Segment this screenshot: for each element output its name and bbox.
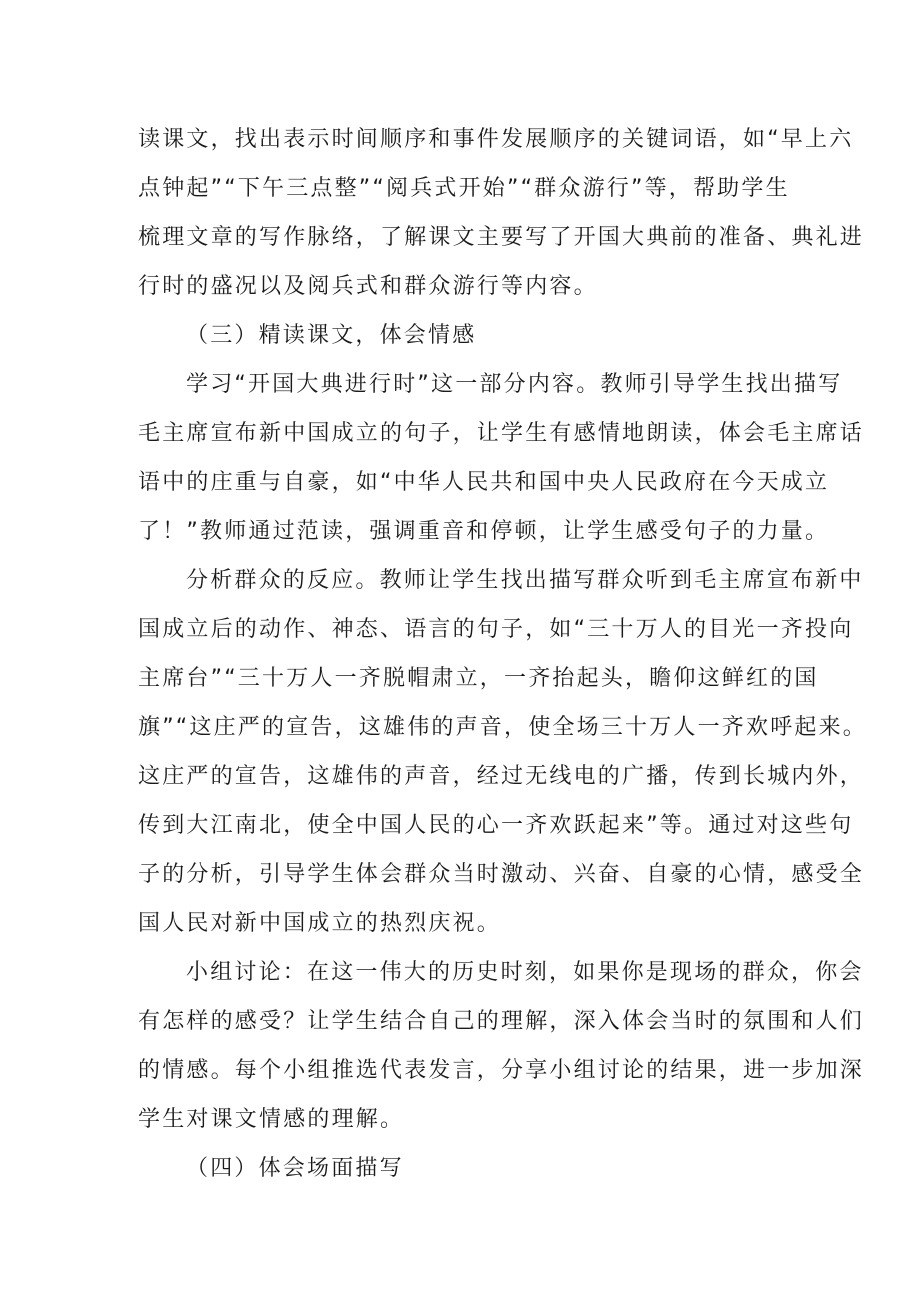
text-line: 这庄严的宣告，这雄伟的声音，经过无线电的广播，传到长城内外， [138, 764, 865, 789]
text-line: 语中的庄重与自豪，如“中华人民共和国中央人民政府在今天成立 [138, 470, 830, 495]
text-line: 子的分析，引导学生体会群众当时激动、兴奋、自豪的心情，感受全 [138, 862, 865, 887]
text-line: 国人民对新中国成立的热烈庆祝。 [138, 911, 502, 936]
text-line: 旗”“这庄严的宣告，这雄伟的声音，使全场三十万人一齐欢呼起来。 [138, 715, 867, 740]
section-heading-3: （三）精读课文，体会情感 [186, 323, 477, 348]
text-line: 学生对课文情感的理解。 [138, 1107, 405, 1132]
text-line: 传到大江南北，使全中国人民的心一齐欢跃起来”等。通过对这些句 [138, 813, 854, 838]
section-heading-4: （四）体会场面描写 [186, 1156, 404, 1181]
text-line: 的情感。每个小组推选代表发言，分享小组讨论的结果，进一步加深 [138, 1058, 865, 1083]
text-line: 行时的盛况以及阅兵式和群众游行等内容。 [138, 274, 598, 299]
text-line: 点钟起”“下午三点整”“阅兵式开始”“群众游行”等，帮助学生 [138, 176, 790, 201]
text-line: 国成立后的动作、神态、语言的句子，如“三十万人的目光一齐投向 [138, 617, 854, 642]
text-line: 毛主席宣布新中国成立的句子，让学生有感情地朗读，体会毛主席话 [138, 421, 865, 446]
paragraph-first-line: 学习“开国大典进行时”这一部分内容。教师引导学生找出描写 [186, 372, 843, 397]
paragraph-first-line: 分析群众的反应。教师让学生找出描写群众听到毛主席宣布新中 [186, 568, 864, 593]
text-line: 有怎样的感受？让学生结合自己的理解，深入体会当时的氛围和人们 [138, 1009, 865, 1034]
paragraph-first-line: 小组讨论：在这一伟大的历史时刻，如果你是现场的群众，你会 [186, 960, 864, 985]
text-line: 主席台”“三十万人一齐脱帽肃立，一齐抬起头，瞻仰这鲜红的国 [138, 666, 819, 691]
text-line: 读课文，找出表示时间顺序和事件发展顺序的关键词语，如“早上六 [138, 127, 854, 152]
text-line: 梳理文章的写作脉络，了解课文主要写了开国大典前的准备、典礼进 [138, 225, 865, 250]
text-line: 了！”教师通过范读，强调重音和停顿，让学生感受句子的力量。 [138, 519, 830, 544]
document-body [138, 118, 867, 1196]
